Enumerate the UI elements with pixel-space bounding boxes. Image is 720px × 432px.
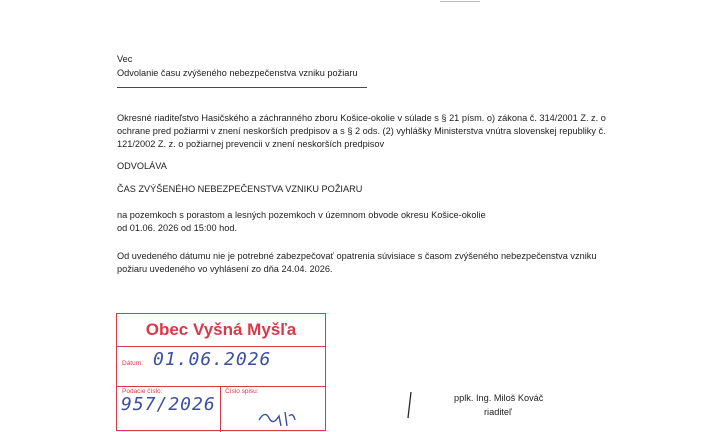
subject-line: Odvolanie času zvýšeného nebezpečenstva vzniku požiaru <box>117 68 358 78</box>
stamp-file-label: Číslo spisu: <box>225 388 259 395</box>
stamp-filing-handwritten: 957/2026 <box>121 394 216 415</box>
action-word: ODVOLÁVA <box>117 161 167 171</box>
top-edge-fragment <box>440 0 480 2</box>
stamp-filing-label: Podacie číslo: <box>122 388 163 395</box>
signatory-title: riaditeľ <box>484 407 512 417</box>
stamp-file-handwritten-mark <box>257 406 297 428</box>
scope-line: na pozemkoch s porastom a lesných pozemkoch v územnom obvode okresu Košice-okolie <box>117 210 486 220</box>
scope-line: od 01.06. 2026 od 15:00 hod. <box>117 223 238 233</box>
closing-line: Od uvedeného dátumu nie je potrebné zabezpečovať opatrenia súvisiace s časom zvýšeného nebezpečenstva vzniku <box>117 251 597 261</box>
intro-line: 121/2002 Z. z. o požiarnej prevencii v znení neskorších predpisov <box>117 139 385 149</box>
intro-line: Okresné riaditeľstvo Hasičského a záchranného zboru Košice-okolie v súlade s § 21 písm. o) zákona č. 314/2001 Z. z. o <box>117 113 606 123</box>
registration-stamp <box>116 313 326 431</box>
stamp-divider <box>220 386 221 432</box>
decision-heading: ČAS ZVÝŠENÉHO NEBEZPEČENSTVA VZNIKU POŽIARU <box>117 184 363 194</box>
signatory-name: pplk. Ing. Miloš Kováč <box>454 393 544 403</box>
stamp-date-label: Dátum: <box>122 360 143 367</box>
stamp-date-row <box>117 346 325 387</box>
stamp-date-handwritten: 01.06.2026 <box>153 349 272 370</box>
signature-mark <box>404 388 434 420</box>
subject-label: Vec <box>117 54 133 64</box>
intro-line: ochrane pred požiarmi v znení neskorších predpisov a s § 2 ods. (2) vyhlášky Ministerstva vnútra slovenskej republiky č. <box>117 126 606 136</box>
subject-separator <box>117 87 367 88</box>
stamp-title: Obec Vyšná Myšľa <box>117 314 325 347</box>
closing-line: požiaru uvedeného vo vyhlásení zo dňa 24.04. 2026. <box>117 264 333 274</box>
